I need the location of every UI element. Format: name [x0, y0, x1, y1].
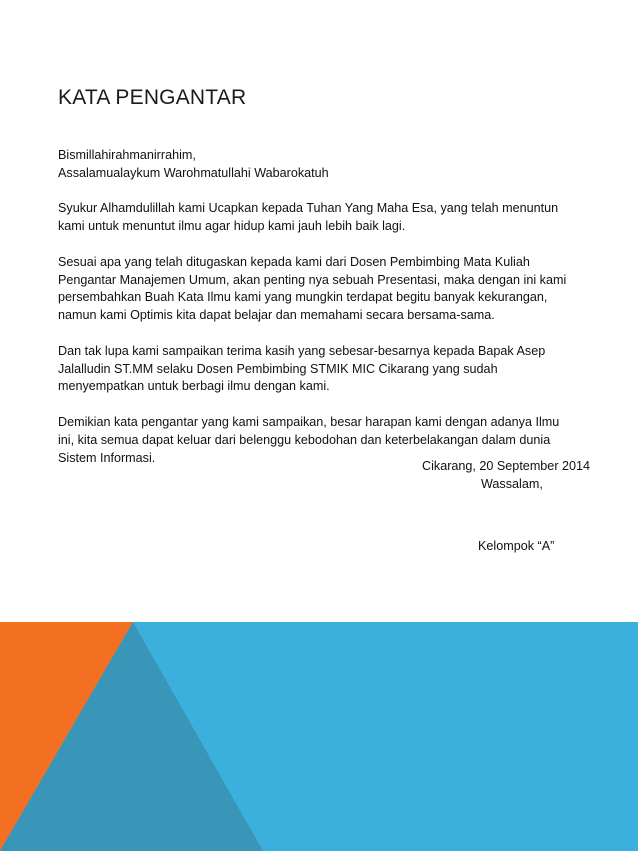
- text-line: kami untuk menuntut ilmu agar hidup kami jauh lebih baik lagi.: [58, 219, 406, 234]
- document-body: [58, 147, 603, 485]
- signature-group: Kelompok “A”: [478, 539, 555, 553]
- text-line: Sistem Informasi.: [58, 450, 156, 465]
- paragraph-purpose: [58, 254, 603, 325]
- text-line: Bismillahirahmanirrahim,: [58, 148, 196, 162]
- signature-place-date: Cikarang, 20 September 2014: [422, 459, 591, 473]
- paragraph-gratitude: [58, 200, 603, 236]
- signature-closing: Wassalam,: [481, 477, 543, 491]
- text-line: Sesuai apa yang telah ditugaskan kepada kami dari Dosen Pembimbing Mata Kuliah: [58, 254, 530, 269]
- paragraph-thanks: [58, 343, 603, 396]
- decorative-footer-shapes: [0, 622, 638, 851]
- text-line: Demikian kata pengantar yang kami sampaikan, besar harapan kami dengan adanya Ilmu: [58, 414, 560, 429]
- text-line: Assalamualaykum Warohmatullahi Wabarokatuh: [58, 165, 329, 180]
- text-line: Syukur Alhamdulillah kami Ucapkan kepada Tuhan Yang Maha Esa, yang telah menuntun: [58, 201, 559, 216]
- text-line: namun kami Optimis kita dapat belajar dan memahami secara bersama-sama.: [58, 308, 495, 323]
- text-line: Jalalludin ST.MM selaku Dosen Pembimbing STMIK MIC Cikarang yang sudah: [58, 361, 498, 376]
- text-line: persembahkan Buah Kata Ilmu kami yang mungkin terdapat begitu banyak kekurangan,: [58, 290, 548, 305]
- text-line: ini, kita semua dapat keluar dari belenggu kebodohan dan keterbelakangan dalam dunia: [58, 432, 551, 447]
- page-title: KATA PENGANTAR: [58, 86, 247, 109]
- text-line: menyempatkan untuk berbagi ilmu dengan kami.: [58, 379, 330, 394]
- paragraph-greeting: [58, 147, 603, 183]
- text-line: Pengantar Manajemen Umum, akan penting nya sebuah Presentasi, maka dengan ini kami: [58, 272, 567, 287]
- text-line: Dan tak lupa kami sampaikan terima kasih yang sebesar-besarnya kepada Bapak Asep: [58, 343, 546, 358]
